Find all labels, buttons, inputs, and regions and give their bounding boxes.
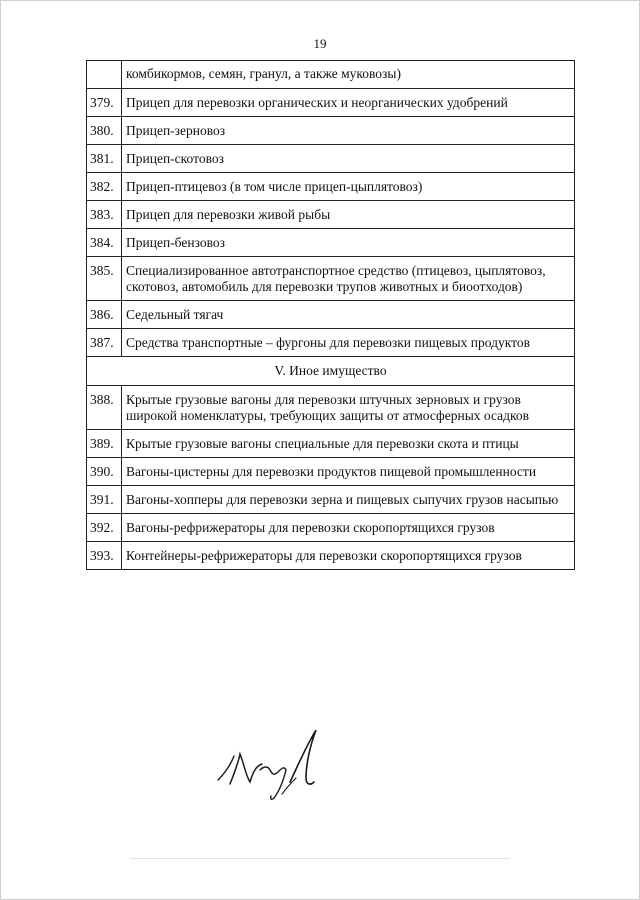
table-row: [87, 201, 575, 229]
table-row: [87, 458, 575, 486]
row-number: 392.: [87, 514, 122, 542]
row-number: 387.: [87, 329, 122, 357]
footer-rule: [130, 858, 510, 859]
row-text: Прицеп-птицевоз (в том числе прицеп-цыплятовоз): [122, 173, 575, 201]
table-row: [87, 386, 575, 430]
row-text: Вагоны-рефрижераторы для перевозки скоропортящихся грузов: [122, 514, 575, 542]
row-text: Крытые грузовые вагоны специальные для перевозки скота и птицы: [122, 430, 575, 458]
row-number: 389.: [87, 430, 122, 458]
table-row: [87, 514, 575, 542]
row-text: Вагоны-цистерны для перевозки продуктов пищевой промышленности: [122, 458, 575, 486]
row-text: Прицеп для перевозки органических и неорганических удобрений: [122, 89, 575, 117]
section-title: V. Иное имущество: [87, 357, 575, 386]
row-number: 390.: [87, 458, 122, 486]
row-number: [87, 61, 122, 89]
items-table: [86, 60, 575, 570]
row-text: Специализированное автотранспортное средство (птицевоз, цыплятовоз, скотовоз, автомобиль для перевозки трупов животных и биоотходов): [122, 257, 575, 301]
table-row: [87, 229, 575, 257]
row-number: 382.: [87, 173, 122, 201]
table-row: [87, 173, 575, 201]
page-number: 19: [313, 36, 327, 51]
table-row: [87, 61, 575, 89]
section-header-row: [87, 357, 575, 386]
table-row: [87, 542, 575, 570]
row-text: Прицеп-зерновоз: [122, 117, 575, 145]
table-row: [87, 117, 575, 145]
row-number: 381.: [87, 145, 122, 173]
table-row: [87, 89, 575, 117]
row-number: 385.: [87, 257, 122, 301]
row-number: 380.: [87, 117, 122, 145]
row-text: Прицеп-скотовоз: [122, 145, 575, 173]
table-row: [87, 301, 575, 329]
row-text: Средства транспортные – фургоны для перевозки пищевых продуктов: [122, 329, 575, 357]
row-number: 386.: [87, 301, 122, 329]
table-row: [87, 486, 575, 514]
table-row: [87, 257, 575, 301]
row-text: Седельный тягач: [122, 301, 575, 329]
table-row: [87, 145, 575, 173]
signature: [210, 720, 340, 810]
row-text: Вагоны-хопперы для перевозки зерна и пищевых сыпучих грузов насыпью: [122, 486, 575, 514]
row-number: 388.: [87, 386, 122, 430]
row-text: Контейнеры-рефрижераторы для перевозки скоропортящихся грузов: [122, 542, 575, 570]
row-number: 391.: [87, 486, 122, 514]
row-text: комбикормов, семян, гранул, а также муковозы): [122, 61, 575, 89]
row-number: 379.: [87, 89, 122, 117]
row-number: 393.: [87, 542, 122, 570]
row-number: 383.: [87, 201, 122, 229]
row-text: Крытые грузовые вагоны для перевозки штучных зерновых и грузов широкой номенклатуры, требующих защиты от атмосферных осадков: [122, 386, 575, 430]
table-row: [87, 430, 575, 458]
row-text: Прицеп-бензовоз: [122, 229, 575, 257]
row-text: Прицеп для перевозки живой рыбы: [122, 201, 575, 229]
table-row: [87, 329, 575, 357]
row-number: 384.: [87, 229, 122, 257]
